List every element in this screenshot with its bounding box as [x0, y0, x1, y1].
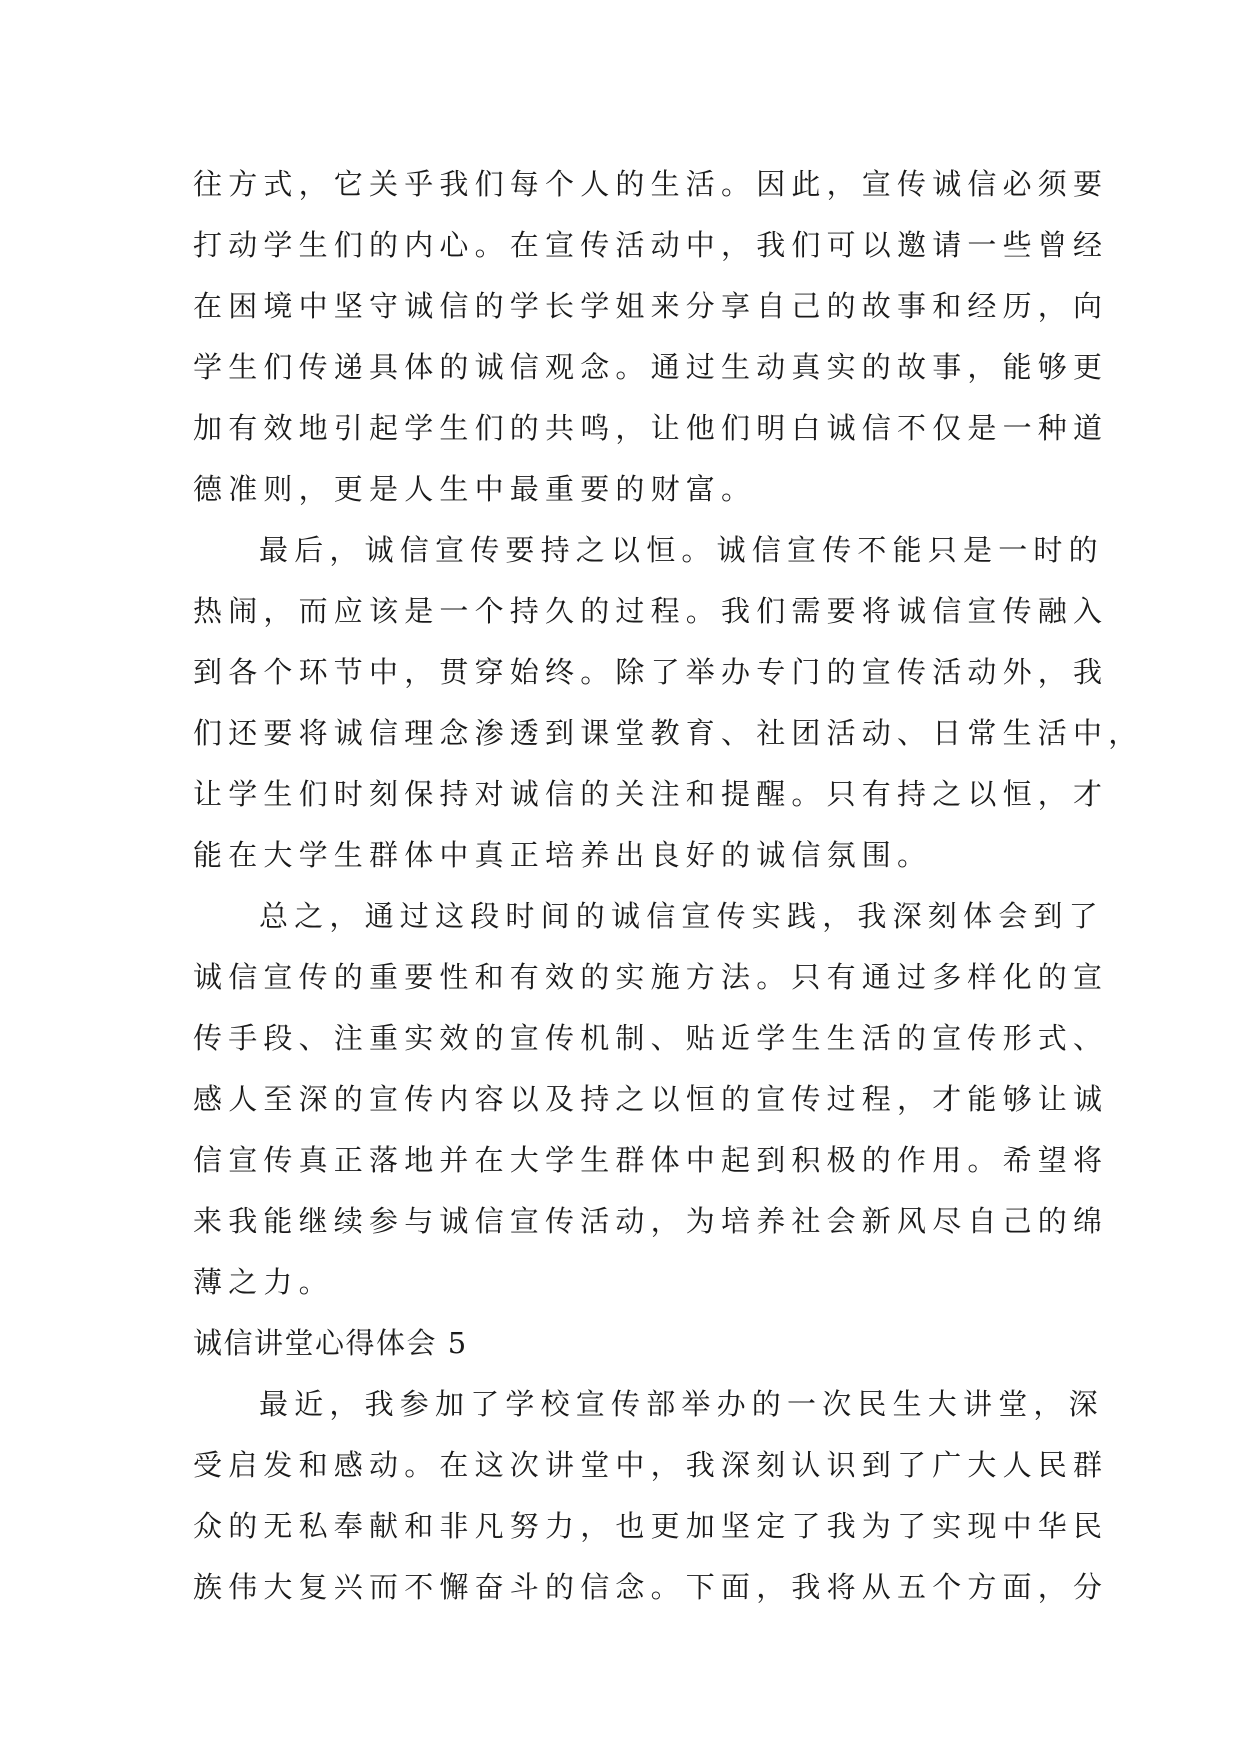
- text-line: 热闹，而应该是一个持久的过程。我们需要将诚信宣传融入: [193, 594, 1109, 628]
- section-heading: 诚信讲堂心得体会 5: [193, 1326, 468, 1360]
- text-line: 诚信宣传的重要性和有效的实施方法。只有通过多样化的宣: [193, 960, 1109, 994]
- text-line: 往方式，它关乎我们每个人的生活。因此，宣传诚信必须要: [193, 167, 1109, 201]
- text-line: 在困境中坚守诚信的学长学姐来分享自己的故事和经历，向: [193, 289, 1109, 323]
- text-line: 薄之力。: [193, 1265, 334, 1299]
- text-line: 传手段、注重实效的宣传机制、贴近学生生活的宣传形式、: [193, 1021, 1109, 1055]
- paragraph-start-line: 最近，我参加了学校宣传部举办的一次民生大讲堂，深: [259, 1387, 1104, 1421]
- text-line: 加有效地引起学生们的共鸣，让他们明白诚信不仅是一种道: [193, 411, 1109, 445]
- text-line: 族伟大复兴而不懈奋斗的信念。下面，我将从五个方面，分: [193, 1570, 1109, 1604]
- text-line: 到各个环节中，贯穿始终。除了举办专门的宣传活动外，我: [193, 655, 1109, 689]
- text-line: 德准则，更是人生中最重要的财富。: [193, 472, 757, 506]
- text-line: 受启发和感动。在这次讲堂中，我深刻认识到了广大人民群: [193, 1448, 1109, 1482]
- text-line: 感人至深的宣传内容以及持之以恒的宣传过程，才能够让诚: [193, 1082, 1109, 1116]
- text-line: 信宣传真正落地并在大学生群体中起到积极的作用。希望将: [193, 1143, 1109, 1177]
- text-line: 学生们传递具体的诚信观念。通过生动真实的故事，能够更: [193, 350, 1109, 384]
- text-line: 能在大学生群体中真正培养出良好的诚信氛围。: [193, 838, 933, 872]
- text-line: 众的无私奉献和非凡努力，也更加坚定了我为了实现中华民: [193, 1509, 1109, 1543]
- paragraph-start-line: 最后，诚信宣传要持之以恒。诚信宣传不能只是一时的: [259, 533, 1104, 567]
- paragraph-start-line: 总之，通过这段时间的诚信宣传实践，我深刻体会到了: [259, 899, 1104, 933]
- text-line: 打动学生们的内心。在宣传活动中，我们可以邀请一些曾经: [193, 228, 1109, 262]
- text-line: 们还要将诚信理念渗透到课堂教育、社团活动、日常生活中，: [193, 716, 1144, 750]
- text-line: 来我能继续参与诚信宣传活动，为培养社会新风尽自己的绵: [193, 1204, 1109, 1238]
- text-line: 让学生们时刻保持对诚信的关注和提醒。只有持之以恒，才: [193, 777, 1109, 811]
